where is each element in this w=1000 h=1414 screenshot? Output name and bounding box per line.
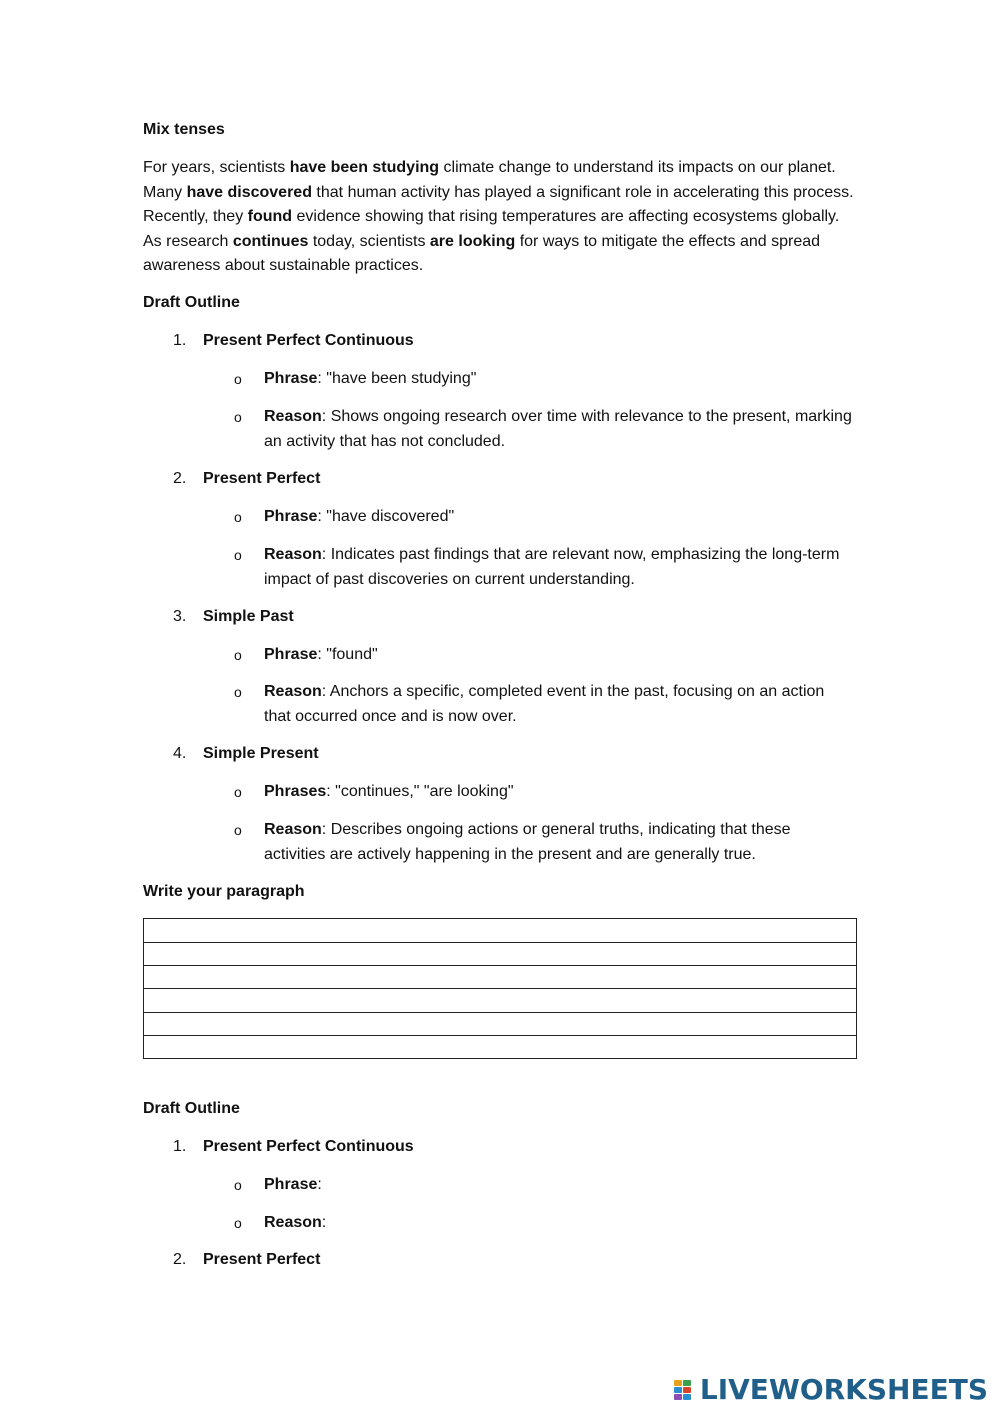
- writing-line: [144, 942, 856, 943]
- paragraph-writing-area[interactable]: [143, 918, 857, 1059]
- liveworksheets-logo: [674, 1372, 988, 1408]
- bullet-icon: o: [234, 371, 242, 387]
- outline2-item-1-phrase[interactable]: o Phrase:: [234, 1173, 854, 1198]
- intro-text: for ways to mitigate the effects and spread awareness about sustainable practices.: [143, 232, 821, 274]
- bullet-icon: o: [234, 822, 242, 838]
- intro-verb-phrase: have discovered: [186, 183, 312, 201]
- outline-item-4: 4. Simple Present: [173, 745, 319, 762]
- bullet-icon: o: [234, 547, 242, 563]
- outline-item-1: 1. Present Perfect Continuous: [173, 332, 414, 349]
- outline-item-1-reason: o Reason: Shows ongoing research over time with relevance to the present, marking an activity that has not concluded.: [234, 405, 854, 454]
- intro-text: today, scientists: [308, 232, 430, 250]
- draft-outline-heading-2: Draft Outline: [143, 1100, 240, 1117]
- bullet-icon: o: [234, 1177, 242, 1193]
- write-paragraph-heading: Write your paragraph: [143, 883, 305, 900]
- bullet-icon: o: [234, 509, 242, 525]
- bullet-icon: o: [234, 684, 242, 700]
- outline-item-3-reason: o Reason: Anchors a specific, completed event in the past, focusing on an action that occurred once and is now over.: [234, 680, 854, 729]
- bullet-icon: o: [234, 647, 242, 663]
- liveworksheets-logo-text: LIVEWORKSHEETS: [699, 1373, 988, 1406]
- outline-item-2: 2. Present Perfect: [173, 470, 321, 487]
- liveworksheets-logo-icon: [674, 1376, 698, 1404]
- outline2-item-1-reason[interactable]: o Reason:: [234, 1211, 854, 1236]
- outline-item-2-phrase: o Phrase: "have discovered": [234, 505, 854, 530]
- writing-line: [144, 965, 856, 966]
- bullet-icon: o: [234, 409, 242, 425]
- writing-line: [144, 1035, 856, 1036]
- draft-outline-heading: Draft Outline: [143, 294, 240, 311]
- intro-verb-phrase: have been studying: [289, 159, 440, 176]
- intro-paragraph: [143, 156, 858, 279]
- outline-item-4-reason: o Reason: Describes ongoing actions or general truths, indicating that these activities are actively happening in the present and are generally true.: [234, 818, 854, 867]
- outline2-item-1: 1. Present Perfect Continuous: [173, 1138, 414, 1155]
- outline-item-3-phrase: o Phrase: "found": [234, 643, 854, 668]
- outline-item-3: 3. Simple Past: [173, 608, 294, 625]
- outline-item-4-phrase: o Phrases: "continues," "are looking": [234, 780, 854, 805]
- intro-verb-phrase: continues: [232, 232, 309, 250]
- writing-line: [144, 1012, 856, 1013]
- intro-text: climate change to understand its impacts on our planet. Many: [143, 159, 836, 201]
- intro-text: evidence showing that rising temperatures are affecting ecosystems globally. As research: [143, 208, 840, 250]
- bullet-icon: o: [234, 784, 242, 800]
- intro-verb-phrase: are looking: [429, 232, 516, 250]
- intro-verb-phrase: found: [247, 208, 293, 225]
- intro-text: that human activity has played a significant role in accelerating this process. Recently, they: [143, 183, 854, 225]
- page-title: Mix tenses: [143, 121, 225, 138]
- writing-line: [144, 988, 856, 989]
- outline-item-1-phrase: o Phrase: "have been studying": [234, 367, 854, 392]
- intro-text: For years, scientists: [143, 159, 290, 176]
- outline2-item-2: 2. Present Perfect: [173, 1251, 321, 1268]
- bullet-icon: o: [234, 1215, 242, 1231]
- outline-item-2-reason: o Reason: Indicates past findings that are relevant now, emphasizing the long-term impact of past discoveries on current understanding.: [234, 543, 854, 592]
